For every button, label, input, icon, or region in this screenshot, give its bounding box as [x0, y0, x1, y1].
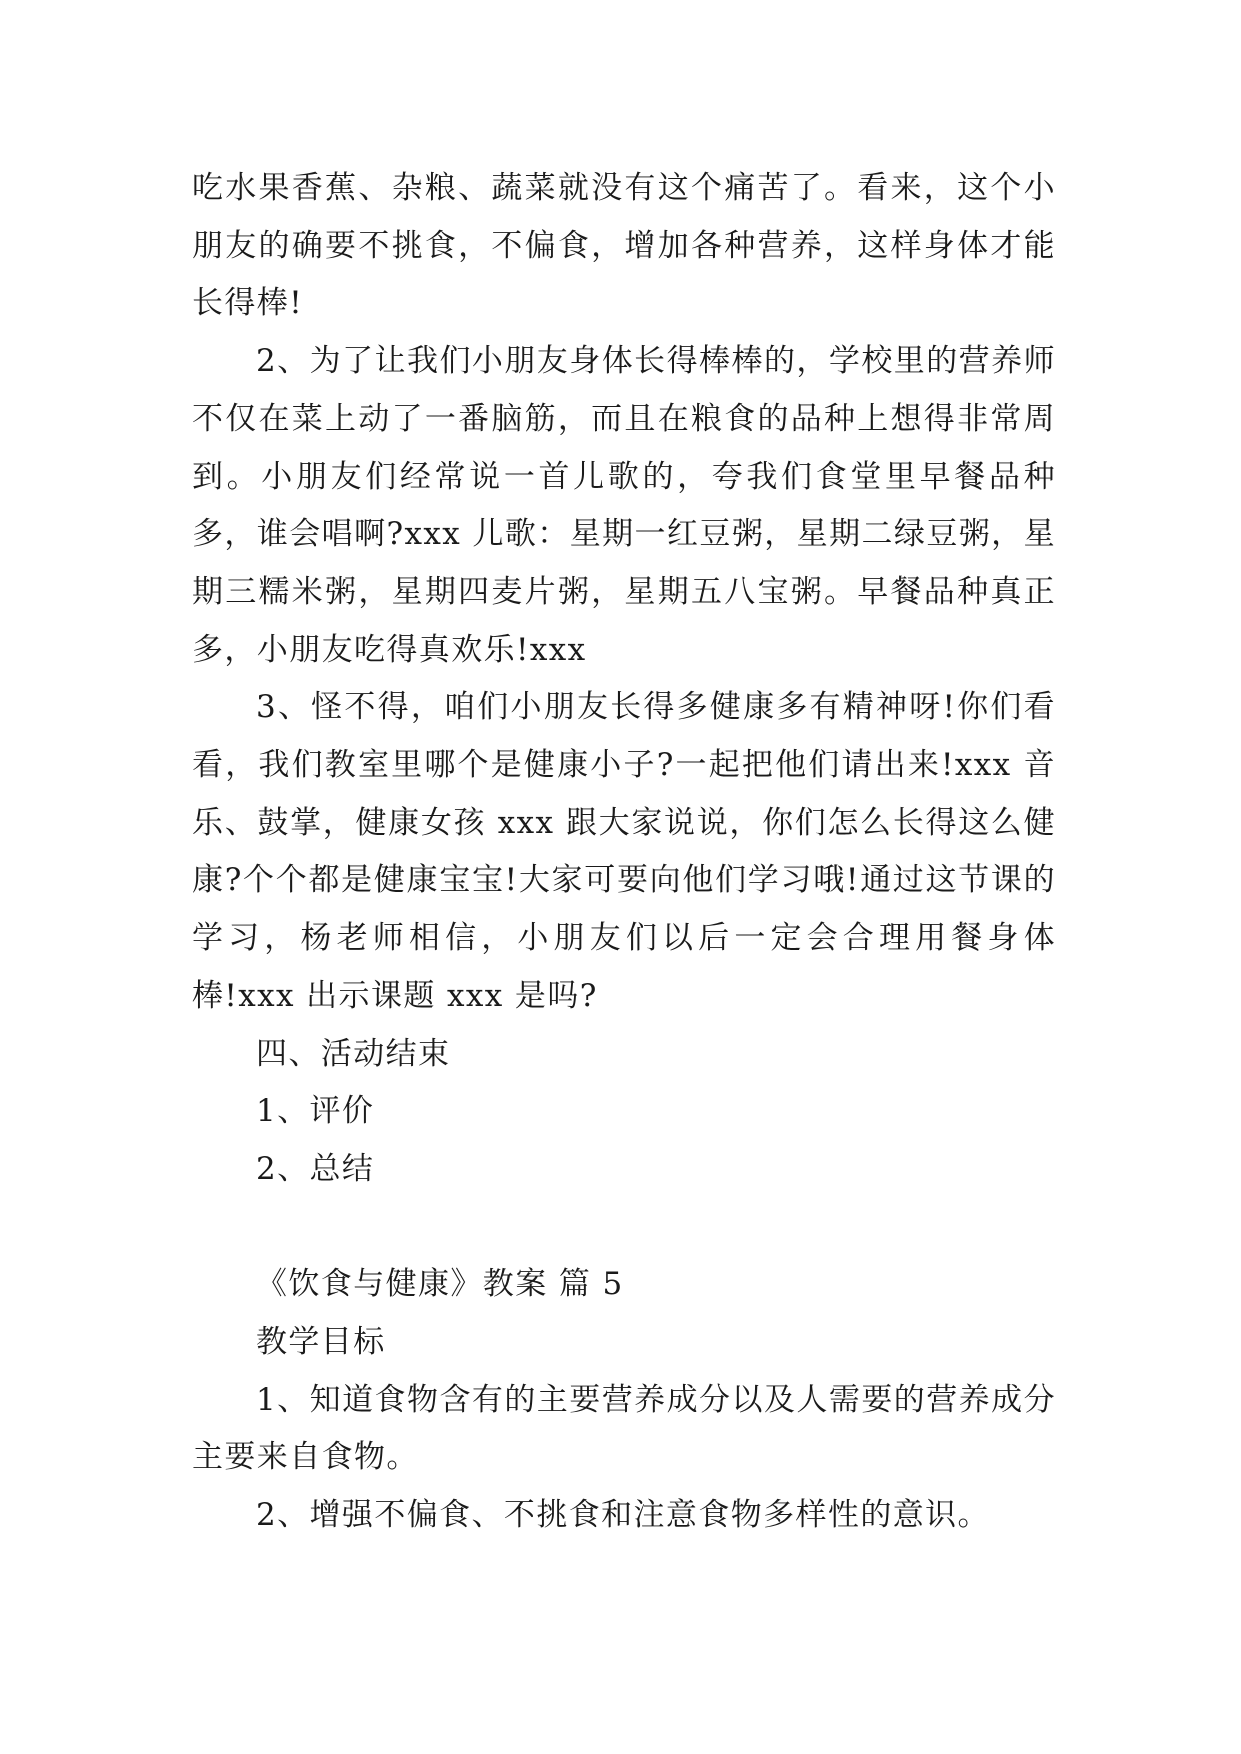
document-body: [192, 160, 1056, 1545]
list-item-summary: 2、总结: [256, 1150, 375, 1187]
lesson-plan-title: 《饮食与健康》教案 篇 5: [256, 1266, 624, 1303]
section-heading-activity-end: 四、活动结束: [256, 1035, 451, 1072]
paragraph-item-2: 2、为了让我们小朋友身体长得棒棒的，学校里的营养师不仅在菜上动了一番脑筋，而且在粮食的品种上想得非常周到。小朋友们经常说一首儿歌的，夸我们食堂里早餐品种多，谁会唱啊?xxx 儿歌：星期一红豆粥，星期二绿豆粥，星期三糯米粥，星期四麦片粥，星期五八宝粥。早餐品种真正多，小朋友吃得真欢乐!xxx: [192, 343, 1056, 668]
goal-item-2: 2、增强不偏食、不挑食和注意食物多样性的意识。: [256, 1497, 990, 1534]
section-heading-teaching-goals: 教学目标: [256, 1324, 386, 1361]
list-item-evaluation: 1、评价: [256, 1093, 375, 1130]
section-spacer: [192, 1199, 1056, 1257]
paragraph-continuation: 吃水果香蕉、杂粮、蔬菜就没有这个痛苦了。看来，这个小朋友的确要不挑食，不偏食，增加各种营养，这样身体才能长得棒!: [192, 170, 1056, 322]
paragraph-item-3: 3、怪不得，咱们小朋友长得多健康多有精神呀!你们看看，我们教室里哪个是健康小子?一起把他们请出来!xxx 音乐、鼓掌，健康女孩 xxx 跟大家说说，你们怎么长得这么健康?个个都是健康宝宝!大家可要向他们学习哦!通过这节课的学习，杨老师相信，小朋友们以后一定会合理用餐身体棒!xxx 出示课题 xxx 是吗?: [192, 689, 1056, 1014]
goal-item-1: 1、知道食物含有的主要营养成分以及人需要的营养成分主要来自食物。: [192, 1381, 1056, 1476]
